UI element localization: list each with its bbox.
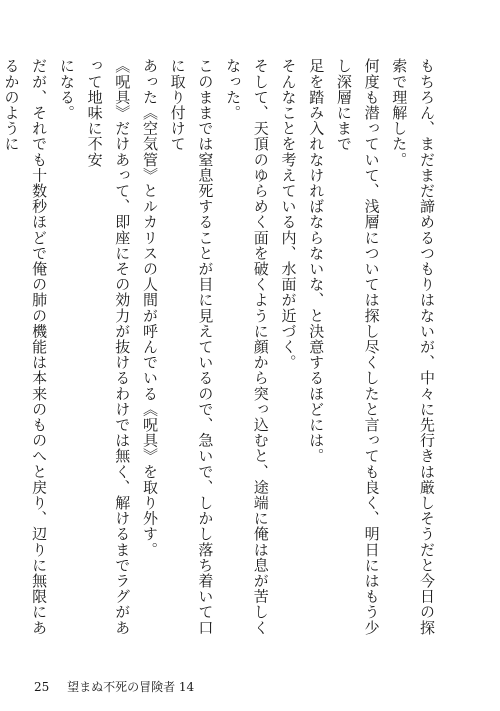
text-line: そして、天頂のゆらめく面を破くように顔から突っ込むと、途端に俺は息が苦しくなった。 — [224, 58, 270, 636]
text-line: もちろん、まだまだ諦めるつもりはないが、中々に先行きは厳しそうだと今日の探索で理解した。 — [390, 58, 436, 636]
text-line: だが、それでも十数秒ほどで俺の肺の機能は本来のものへと戻り、辺りに無限にあるかのように — [2, 58, 49, 636]
text-line: そんなことを考えている内、水面が近づく。 — [279, 58, 298, 370]
text-line: あった《空気管》とルカリスの人間が呼んでいる《呪具》を取り外す。 — [140, 58, 159, 558]
page-footer — [34, 678, 194, 695]
page-number: 25 — [34, 680, 50, 694]
text-line: このままでは窒息死することが目に見えているので、急いで、しかし落ち着いて口に取り付けて — [168, 58, 215, 636]
text-line: 足を踏み入れなければならないな、と決意するほどには。 — [307, 58, 326, 464]
book-title: 望まぬ不死の冒険者 14 — [67, 680, 195, 694]
text-line: 何度も潜っていて、浅層については探し尽くしたと言っても良く、明日にはもう少し深層にまで — [334, 58, 381, 636]
text-line: 《呪具》だけあって、即座にその効力が抜けるわけでは無く、解けるまでラグがあって地味に不安 — [85, 58, 132, 636]
vertical-text-body — [0, 58, 440, 650]
text-line: になる。 — [57, 58, 76, 121]
